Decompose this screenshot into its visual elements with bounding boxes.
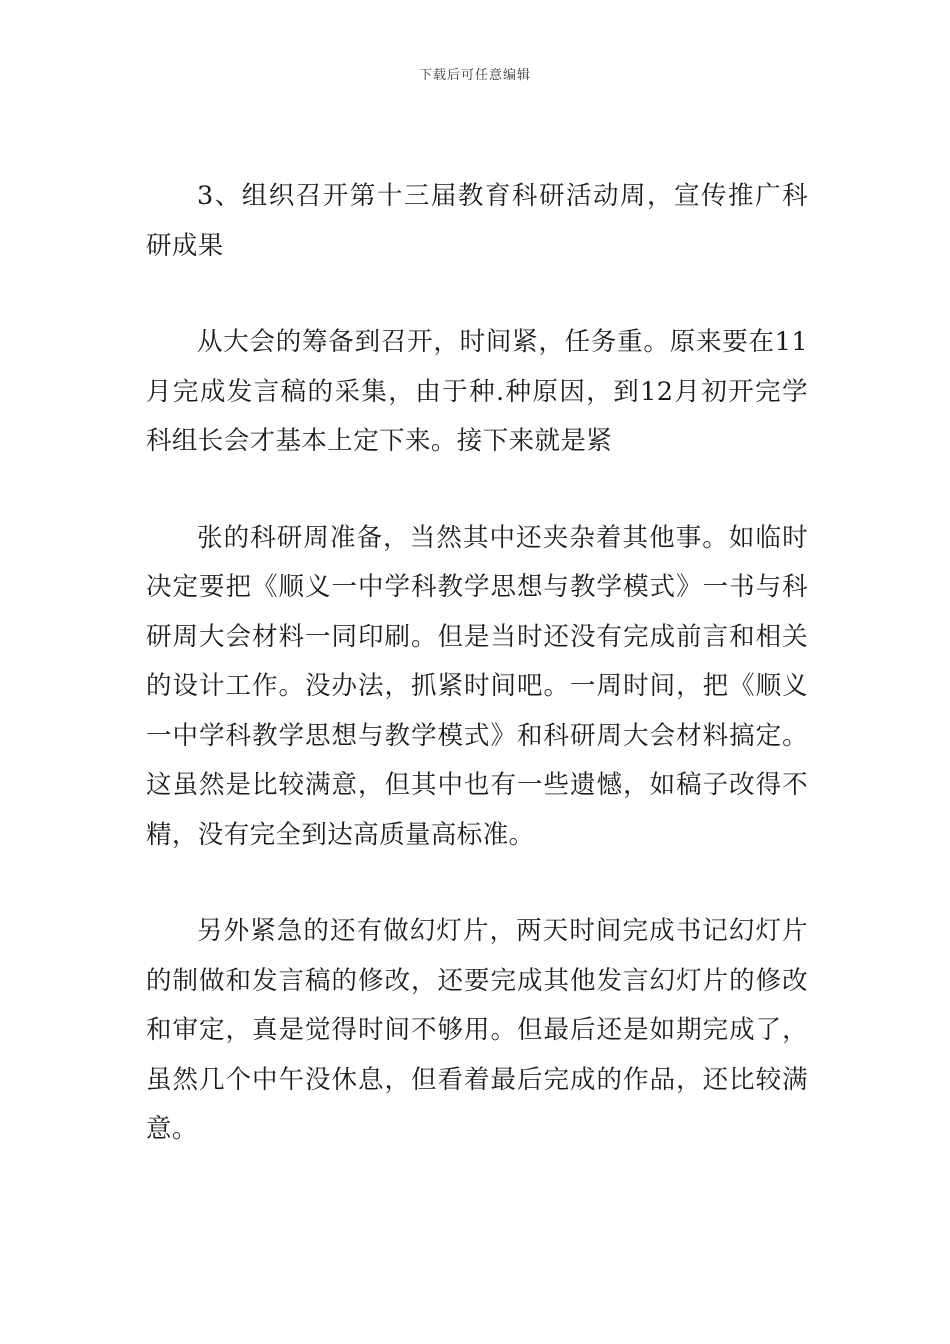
paragraph: 另外紧急的还有做幻灯片，两天时间完成书记幻灯片的制做和发言稿的修改，还要完成其他发言幻灯片的修改和审定，真是觉得时间不够用。但最后还是如期完成了，虽然几个中午没休息，但看着最后完成的作品，还比较满意。 [146,916,808,1144]
paragraph: 从大会的筹备到召开，时间紧，任务重。原来要在11月完成发言稿的采集，由于种.种原因，到12月初开完学科组长会才基本上定下来。接下来就是紧 [146,327,808,456]
document-body [146,172,808,1202]
paragraph: 张的科研周准备，当然其中还夹杂着其他事。如临时决定要把《顺义一中学科教学思想与教学模式》一书与科研周大会材料一同印刷。但是当时还没有完成前言和相关的设计工作。没办法，抓紧时间吧。一周时间，把《顺义一中学科教学思想与教学模式》和科研周大会材料搞定。这虽然是比较满意，但其中也有一些遗憾，如稿子改得不精，没有完全到达高质量高标准。 [146,522,808,850]
paragraph-heading: 3、组织召开第十三届教育科研活动周，宣传推广科研成果 [146,181,808,261]
header-note: 下载后可任意编辑 [418,68,531,83]
